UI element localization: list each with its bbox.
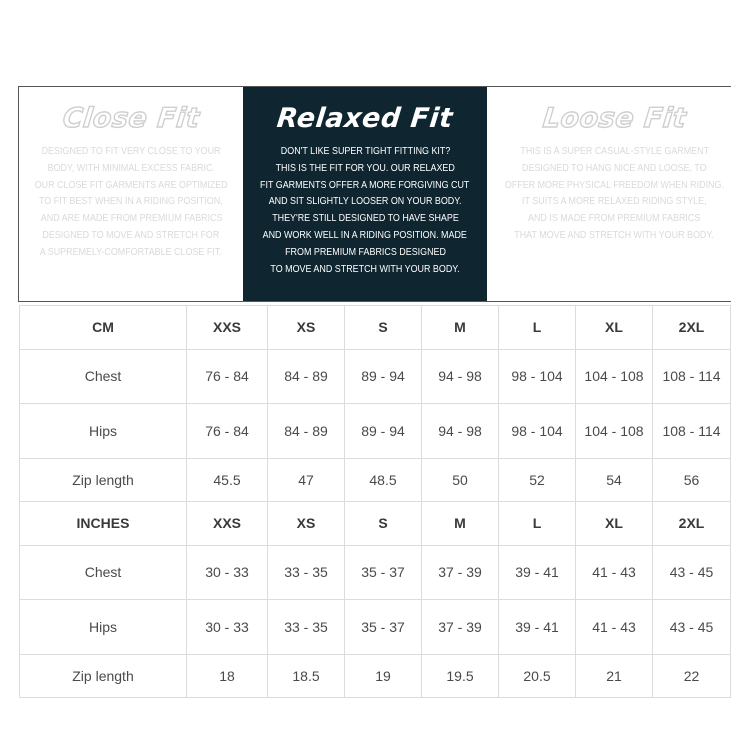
size-header-cell: S — [345, 306, 422, 350]
measurement-value-cell: 37 - 39 — [422, 546, 499, 600]
size-header-cell: 2XL — [653, 502, 731, 546]
fit-description-line: DON'T LIKE SUPER TIGHT FITTING KIT? — [280, 146, 450, 157]
measurement-value-cell: 84 - 89 — [268, 350, 345, 404]
fit-description-line: BODY, WITH MINIMAL EXCESS FABRIC. — [47, 162, 215, 174]
table-row — [20, 459, 731, 502]
fit-column-loose — [487, 87, 742, 301]
size-header-cell: L — [499, 306, 576, 350]
measurement-value-cell: 39 - 41 — [499, 546, 576, 600]
fit-description-line: OUR CLOSE FIT GARMENTS ARE OPTIMIZED — [34, 179, 228, 191]
measurement-value-cell: 94 - 98 — [422, 404, 499, 459]
measurement-label-cell: Zip length — [20, 459, 187, 502]
measurement-value-cell: 35 - 37 — [345, 546, 422, 600]
measurement-value-cell: 45.5 — [187, 459, 268, 502]
size-header-cell: S — [345, 502, 422, 546]
measurement-value-cell: 18.5 — [268, 655, 345, 698]
measurement-value-cell: 35 - 37 — [345, 600, 422, 655]
fit-description-line: THAT MOVE AND STRETCH WITH YOUR BODY. — [514, 229, 714, 241]
fit-description-line: AND ARE MADE FROM PREMIUM FABRICS — [40, 213, 223, 225]
measurement-value-cell: 30 - 33 — [187, 600, 268, 655]
fit-description-line: AND WORK WELL IN A RIDING POSITION. MADE — [262, 229, 468, 241]
table-row — [20, 350, 731, 404]
measurement-value-cell: 104 - 108 — [576, 350, 653, 404]
size-header-cell: XL — [576, 502, 653, 546]
measurement-value-cell: 48.5 — [345, 459, 422, 502]
table-row — [20, 546, 731, 600]
measurement-label-cell: Hips — [20, 600, 187, 655]
measurement-value-cell: 30 - 33 — [187, 546, 268, 600]
fit-description-line: THIS IS THE FIT FOR YOU. OUR RELAXED — [275, 162, 455, 174]
fit-description-line: FROM PREMIUM FABRICS DESIGNED — [284, 246, 446, 258]
measurement-value-cell: 41 - 43 — [576, 600, 653, 655]
measurement-value-cell: 104 - 108 — [576, 404, 653, 459]
fit-title-relaxed: Relaxed Fit — [275, 103, 455, 134]
unit-header-cell: INCHES — [20, 502, 187, 546]
fit-description-line: THEY'RE STILL DESIGNED TO HAVE SHAPE — [271, 213, 459, 225]
size-header-row — [20, 306, 731, 350]
measurement-value-cell: 43 - 45 — [653, 546, 731, 600]
measurement-value-cell: 20.5 — [499, 655, 576, 698]
fit-title-loose: Loose Fit — [540, 103, 688, 134]
measurement-value-cell: 50 — [422, 459, 499, 502]
measurement-value-cell: 41 - 43 — [576, 546, 653, 600]
measurement-value-cell: 108 - 114 — [653, 350, 731, 404]
measurement-value-cell: 54 — [576, 459, 653, 502]
measurement-value-cell: 22 — [653, 655, 731, 698]
measurement-label-cell: Zip length — [20, 655, 187, 698]
measurement-value-cell: 89 - 94 — [345, 404, 422, 459]
fit-description-line: TO FIT BEST WHEN IN A RIDING POSITION, — [39, 196, 224, 208]
size-chart-table — [19, 305, 731, 698]
measurement-value-cell: 52 — [499, 459, 576, 502]
measurement-value-cell: 39 - 41 — [499, 600, 576, 655]
measurement-value-cell: 33 - 35 — [268, 546, 345, 600]
measurement-label-cell: Chest — [20, 350, 187, 404]
table-row — [20, 655, 731, 698]
fit-description-line: AND SIT SLIGHTLY LOOSER ON YOUR BODY. — [268, 196, 462, 208]
fit-description-loose — [487, 144, 742, 245]
measurement-value-cell: 19.5 — [422, 655, 499, 698]
measurement-value-cell: 37 - 39 — [422, 600, 499, 655]
size-header-cell: L — [499, 502, 576, 546]
fit-description-line: OFFER MORE PHYSICAL FREEDOM WHEN RIDING. — [504, 179, 724, 191]
fit-description-line: THIS IS A SUPER CASUAL-STYLE GARMENT — [519, 146, 709, 157]
measurement-value-cell: 21 — [576, 655, 653, 698]
measurement-value-cell: 18 — [187, 655, 268, 698]
fit-description-line: TO MOVE AND STRETCH WITH YOUR BODY. — [270, 263, 460, 275]
measurement-value-cell: 76 - 84 — [187, 350, 268, 404]
fit-description-close — [19, 144, 243, 262]
fit-description-line: AND IS MADE FROM PREMIUM FABRICS — [528, 213, 701, 225]
measurement-value-cell: 89 - 94 — [345, 350, 422, 404]
fit-description-relaxed — [243, 144, 486, 278]
measurement-value-cell: 76 - 84 — [187, 404, 268, 459]
size-header-cell: XXS — [187, 502, 268, 546]
size-header-cell: XS — [268, 502, 345, 546]
measurement-label-cell: Hips — [20, 404, 187, 459]
size-header-row — [20, 502, 731, 546]
unit-header-cell: CM — [20, 306, 187, 350]
measurement-value-cell: 108 - 114 — [653, 404, 731, 459]
measurement-value-cell: 47 — [268, 459, 345, 502]
fit-guide-panel — [18, 86, 731, 302]
measurement-value-cell: 94 - 98 — [422, 350, 499, 404]
fit-description-line: IT SUITS A MORE RELAXED RIDING STYLE, — [521, 196, 707, 208]
measurement-value-cell: 84 - 89 — [268, 404, 345, 459]
size-header-cell: M — [422, 306, 499, 350]
measurement-value-cell: 56 — [653, 459, 731, 502]
fit-description-line: DESIGNED TO FIT VERY CLOSE TO YOUR — [41, 146, 221, 157]
measurement-value-cell: 33 - 35 — [268, 600, 345, 655]
measurement-value-cell: 98 - 104 — [499, 404, 576, 459]
size-header-cell: 2XL — [653, 306, 731, 350]
fit-title-close: Close Fit — [61, 103, 202, 134]
fit-description-line: A SUPREMELY-COMFORTABLE CLOSE FIT. — [40, 246, 223, 258]
size-header-cell: XS — [268, 306, 345, 350]
measurement-label-cell: Chest — [20, 546, 187, 600]
size-header-cell: XL — [576, 306, 653, 350]
fit-column-relaxed — [243, 87, 486, 301]
table-row — [20, 404, 731, 459]
fit-column-close — [19, 87, 243, 301]
measurement-value-cell: 43 - 45 — [653, 600, 731, 655]
fit-description-line: DESIGNED TO MOVE AND STRETCH FOR — [42, 229, 220, 241]
measurement-value-cell: 19 — [345, 655, 422, 698]
measurement-value-cell: 98 - 104 — [499, 350, 576, 404]
fit-description-line: DESIGNED TO HANG NICE AND LOOSE, TO — [521, 162, 707, 174]
fit-description-line: FIT GARMENTS OFFER A MORE FORGIVING CUT — [260, 179, 470, 191]
size-header-cell: XXS — [187, 306, 268, 350]
size-header-cell: M — [422, 502, 499, 546]
table-row — [20, 600, 731, 655]
